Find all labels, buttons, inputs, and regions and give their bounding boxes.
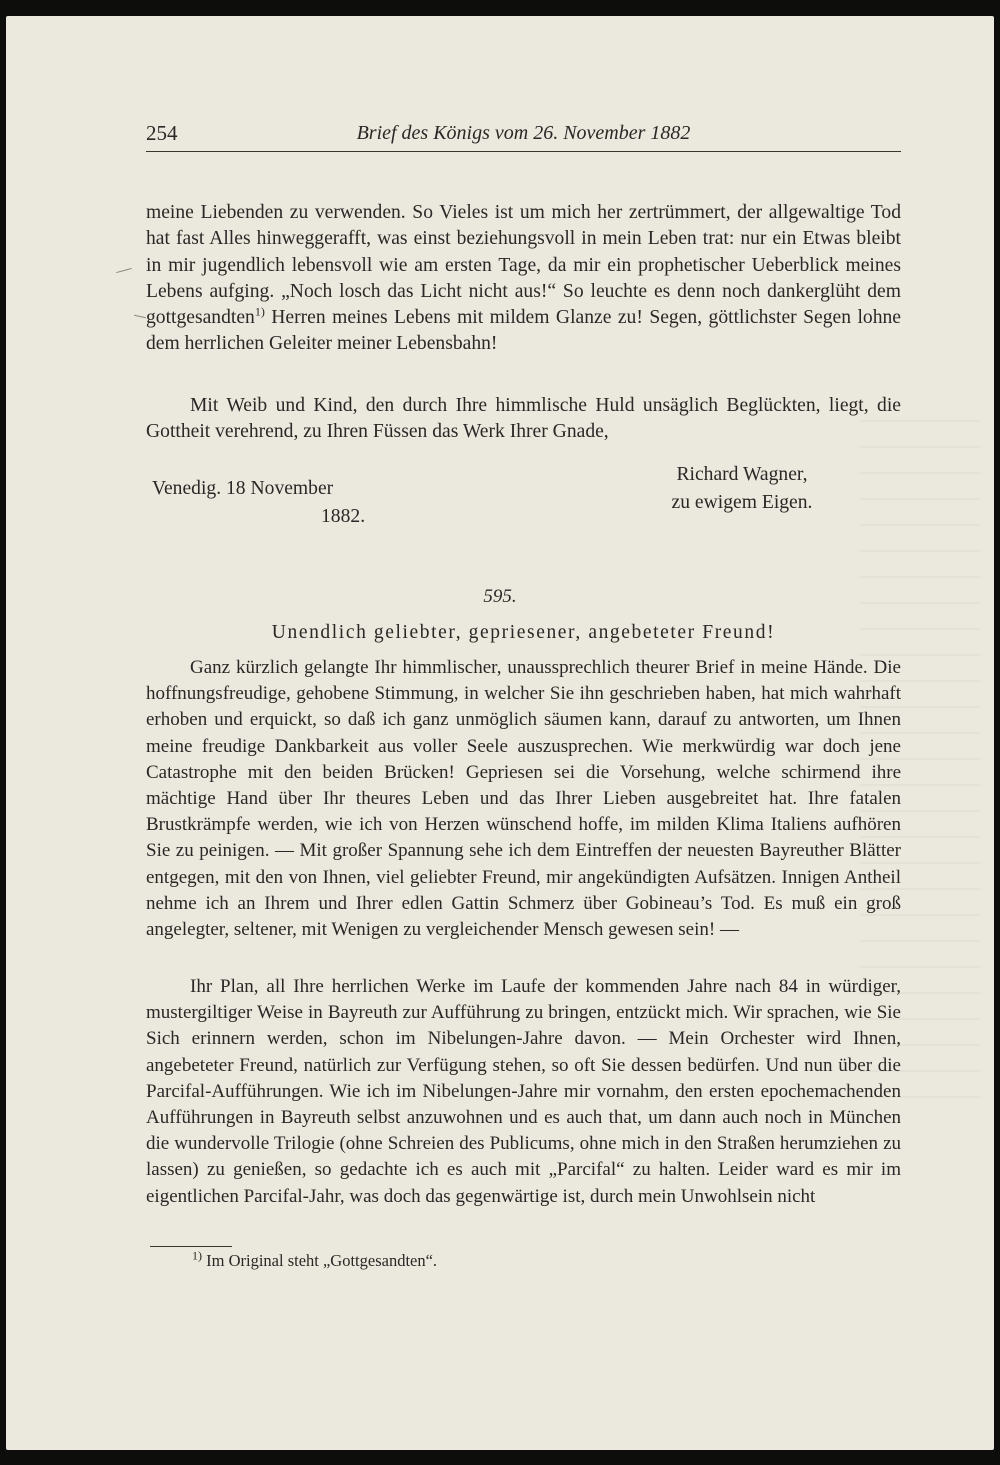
letter-text-block xyxy=(146,200,901,358)
letter-text-block xyxy=(146,655,901,943)
signature-year: 1882. xyxy=(321,506,366,527)
letter-salutation: Unendlich geliebter, gepriesener, angebeteter Freund! xyxy=(271,622,776,643)
letter-text-block xyxy=(146,974,901,1210)
page-header xyxy=(146,121,901,152)
letter-number: 595. xyxy=(483,586,517,607)
paragraph-text: Herren meines Lebens mit mildem Glanze zu! Segen, göttlichster Segen lohne dem herrlichen Geleiter meiner Lebensbahn! xyxy=(146,307,901,355)
page-number: 254 xyxy=(146,121,178,145)
signature-closing: zu ewigem Eigen. xyxy=(671,492,813,513)
paragraph: Ganz kürzlich gelangte Ihr himmlischer, unaussprechlich theurer Brief in meine Hände. Die hoffnungsfreudige, gehobene Stimmung, in welcher Sie ihn geschrieben haben, hat mich wahrhaft erhoben und erquickt, so daß ich ganz unmöglich säumen kann, darauf zu antworten, um Ihnen meine freudige Dankbarkeit aus voller Seele auszusprechen. Wie merkwürdig war doch jene Catastrophe mit den beiden Brücken! Gepriesen sei die Vorsehung, welche schirmend ihre mächtige Hand über Ihr theures Leben und das Ihrer Lieben ausgebreitet hat. Ihre fatalen Brustkrämpfe werden, wie ich von Herzen wünschend hoffe, im milden Klima Italiens aufhören Sie zu peinigen. — Mit großer Spannung sehe ich dem Eintreffen der neuesten Bayreuther Blätter entgegen, mit den von Ihnen, viel geliebter Freund, mir angekündigten Aufsätzen. Innigen Antheil nehme ich an Ihrem und Ihrer edlen Gattin Schmerz über Gobineau’s Tod. Es muß ein groß angelegter, seltener, mit Wenigen zu vergleichender Mensch gewesen sein! — xyxy=(146,657,901,941)
signature-name xyxy=(657,461,827,517)
footnote-text: Im Original steht „Gottgesandten“. xyxy=(202,1251,438,1270)
paragraph-text: meine Liebenden zu verwenden. So Vieles ist um mich her zertrümmert, der allgewaltige Tod hat fast Alles hinweggerafft, was einst beziehungsvoll in mein Leben trat: nur ein Etwas bleibt in mir jugendlich lebensvoll wie am ersten Tage, da mir ein prophetischer Ueberblick meines Lebens aufging. „Noch losch das Licht nicht aus!“ So leuchte es denn noch dankerglüht dem gottgesandten xyxy=(146,202,901,329)
signature-author: Richard Wagner, xyxy=(676,464,808,485)
paragraph: Mit Weib und Kind, den durch Ihre himmlische Huld unsäglich Beglückten, liegt, die Gottheit verehrend, zu Ihren Füssen das Werk Ihrer Gnade, xyxy=(146,395,901,443)
footnote-reference: 1) xyxy=(254,304,265,319)
paragraph: Ihr Plan, all Ihre herrlichen Werke im Laufe der kommenden Jahre nach 84 in würdiger, mustergiltiger Weise in Bayreuth zur Aufführung zu bringen, entzückt mich. Wir sprachen, wie Sie Sich erinnern werden, schon im Nibelungen-Jahre davon. — Mein Orchester wird Ihnen, angebeteter Freund, natürlich zur Verfügung stehen, so oft Sie dessen bedürfen. Und nun über die Parcifal-Aufführungen. Wie ich im Nibelungen-Jahre mir vornahm, den ersten epochemachenden Aufführungen in Bayreuth selbst anzuwohnen und es auch that, um dann auch noch in München die wundervolle Trilogie (ohne Schreien des Publicums, ohne mich in den Straßen herumziehen zu lassen) zu genießen, so gedachte ich es auch mit „Parcifal“ zu halten. Leider ward es mir im eigentlichen Parcifal-Jahr, was doch das gegenwärtige ist, durch mein Unwohlsein nicht xyxy=(146,976,901,1207)
footnote xyxy=(192,1250,437,1272)
paragraph xyxy=(146,200,901,358)
signature-place-date: Venedig. 18 November xyxy=(152,478,334,499)
footnote-marker: 1) xyxy=(192,1248,202,1263)
running-head: Brief des Königs vom 26. November 1882 xyxy=(356,122,691,144)
footnote-divider xyxy=(150,1246,232,1247)
letter-text-block xyxy=(146,393,901,446)
